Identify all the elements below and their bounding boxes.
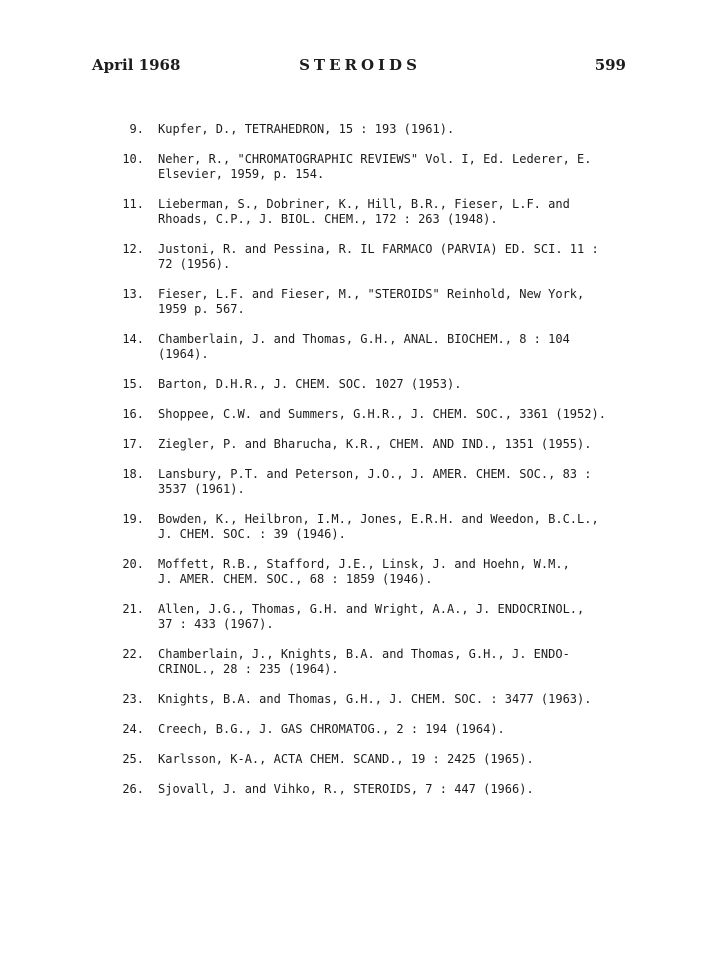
reference-number: 18. [122, 467, 144, 481]
reference-number: 10. [122, 152, 144, 166]
reference-text: Neher, R., "CHROMATOGRAPHIC REVIEWS" Vol. I, Ed. Lederer, E. Elsevier, 1959, p. 154. [158, 152, 592, 181]
reference-text: Creech, B.G., J. GAS CHROMATOG., 2 : 194 (1964). [158, 722, 505, 736]
reference-number: 23. [122, 692, 144, 706]
reference-item [0, 752, 720, 767]
reference-item [0, 437, 720, 452]
reference-item [0, 152, 720, 182]
reference-number: 11. [122, 197, 144, 211]
reference-item [0, 602, 720, 632]
reference-item [0, 782, 720, 797]
reference-number: 12. [122, 242, 144, 256]
reference-text: Karlsson, K-A., ACTA CHEM. SCAND., 19 : 2425 (1965). [158, 752, 534, 766]
reference-item [0, 377, 720, 392]
reference-number: 22. [122, 647, 144, 661]
reference-number: 13. [122, 287, 144, 301]
reference-number: 9. [129, 122, 144, 136]
reference-item [0, 467, 720, 497]
reference-number: 25. [122, 752, 144, 766]
reference-item [0, 197, 720, 227]
page-header [0, 56, 720, 80]
reference-item [0, 332, 720, 362]
reference-number: 17. [122, 437, 144, 451]
reference-number: 21. [122, 602, 144, 616]
reference-item [0, 647, 720, 677]
reference-number: 16. [122, 407, 144, 421]
reference-item [0, 512, 720, 542]
reference-number: 19. [122, 512, 144, 526]
reference-item [0, 407, 720, 422]
journal-title: STEROIDS [299, 56, 421, 74]
reference-item [0, 122, 720, 137]
reference-number: 20. [122, 557, 144, 571]
reference-item [0, 692, 720, 707]
reference-text: Chamberlain, J. and Thomas, G.H., ANAL. BIOCHEM., 8 : 104 (1964). [158, 332, 570, 361]
reference-text: Lansbury, P.T. and Peterson, J.O., J. AMER. CHEM. SOC., 83 : 3537 (1961). [158, 467, 592, 496]
page-number: 599 [594, 56, 626, 74]
reference-text: Knights, B.A. and Thomas, G.H., J. CHEM. SOC. : 3477 (1963). [158, 692, 592, 706]
issue-date: April 1968 [92, 56, 181, 74]
reference-number: 26. [122, 782, 144, 796]
reference-text: Bowden, K., Heilbron, I.M., Jones, E.R.H. and Weedon, B.C.L., J. CHEM. SOC. : 39 (1946). [158, 512, 599, 541]
reference-list [0, 122, 720, 812]
reference-text: Lieberman, S., Dobriner, K., Hill, B.R., Fieser, L.F. and Rhoads, C.P., J. BIOL. CHEM., 172 : 263 (1948). [158, 197, 570, 226]
reference-number: 24. [122, 722, 144, 736]
reference-text: Kupfer, D., TETRAHEDRON, 15 : 193 (1961). [158, 122, 455, 136]
reference-number: 14. [122, 332, 144, 346]
reference-text: Sjovall, J. and Vihko, R., STEROIDS, 7 : 447 (1966). [158, 782, 534, 796]
reference-text: Shoppee, C.W. and Summers, G.H.R., J. CHEM. SOC., 3361 (1952). [158, 407, 606, 421]
reference-text: Allen, J.G., Thomas, G.H. and Wright, A.A., J. ENDOCRINOL., 37 : 433 (1967). [158, 602, 585, 631]
reference-text: Fieser, L.F. and Fieser, M., "STEROIDS" Reinhold, New York, 1959 p. 567. [158, 287, 585, 316]
reference-item [0, 557, 720, 587]
reference-text: Chamberlain, J., Knights, B.A. and Thomas, G.H., J. ENDO- CRINOL., 28 : 235 (1964). [158, 647, 570, 676]
reference-item [0, 242, 720, 272]
reference-text: Justoni, R. and Pessina, R. IL FARMACO (PARVIA) ED. SCI. 11 : 72 (1956). [158, 242, 599, 271]
reference-item [0, 722, 720, 737]
reference-item [0, 287, 720, 317]
reference-text: Barton, D.H.R., J. CHEM. SOC. 1027 (1953). [158, 377, 462, 391]
reference-number: 15. [122, 377, 144, 391]
reference-text: Ziegler, P. and Bharucha, K.R., CHEM. AND IND., 1351 (1955). [158, 437, 592, 451]
reference-text: Moffett, R.B., Stafford, J.E., Linsk, J. and Hoehn, W.M., J. AMER. CHEM. SOC., 68 : 1859 (1946). [158, 557, 570, 586]
